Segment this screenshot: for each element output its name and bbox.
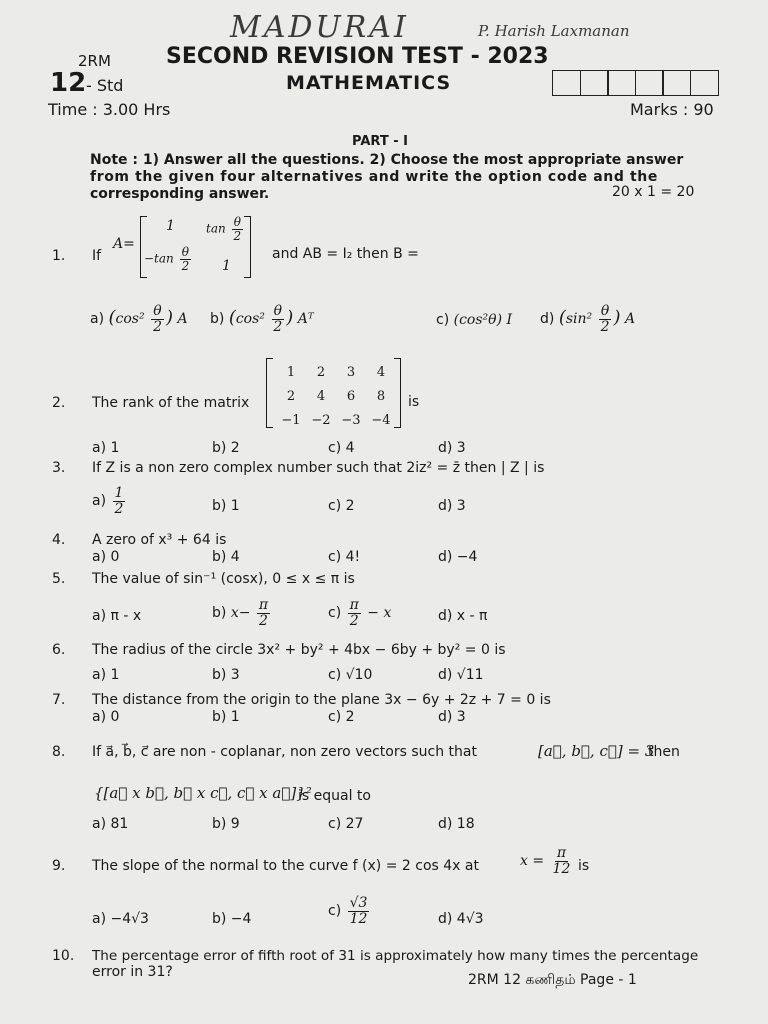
q6-number: 6. (52, 642, 66, 658)
std-number: 12 (50, 68, 87, 98)
q5-c-expr: − x (367, 605, 392, 622)
q1-option-d: d) (sin² $\frac{\theta}{2}$ ) A (540, 303, 636, 335)
q1-m21-frac (180, 246, 192, 272)
q6-text: The radius of the circle 3x² + by² + 4bx − 6by + by² = 0 is (92, 642, 506, 658)
q9-at-frac: $\frac{\pi}{12}$ (552, 845, 571, 877)
page-footer: 2RM 12 கணிதம் Page - 1 (468, 972, 637, 988)
q9-tail: is (578, 858, 590, 874)
q2-number: 2. (52, 395, 66, 411)
q5-number: 5. (52, 571, 66, 587)
q1-condition: and AB = I₂ then B = (272, 246, 419, 262)
q3-text: If Z is a non zero complex number such that 2iz² = z̄ then | Z | is (92, 460, 545, 476)
q4-option-a: a) 0 (92, 549, 120, 565)
q8-option-c: c) 27 (328, 816, 364, 832)
q9-option-b: b) −4 (212, 911, 252, 927)
q1-m22: 1 (222, 258, 231, 274)
q8-option-a: a) 81 (92, 816, 129, 832)
q2-tail: is (408, 394, 420, 410)
q8-box-product: [a⃗, b⃗, c⃗] = 3 (538, 742, 655, 760)
q4-option-b: b) 4 (212, 549, 240, 565)
q9-option-a: a) −4√3 (92, 911, 149, 927)
q2-option-a: a) 1 (92, 440, 120, 456)
register-number-boxes (552, 70, 717, 96)
note-line-1: Note : 1) Answer all the questions. 2) Choose the most appropriate answer (90, 152, 684, 168)
q2-option-c: c) 4 (328, 440, 355, 456)
q1-a-label: a) (90, 311, 105, 328)
q10-line-2: error in 31? (92, 964, 173, 980)
q8-option-d: d) 18 (438, 816, 475, 832)
q8-expression-tail: is equal to (298, 788, 371, 804)
q1-option-c (436, 312, 512, 328)
q10-line-1: The percentage error of fifth root of 31 is approximately how many times the percentage (92, 948, 699, 964)
q1-d-frac: $\frac{\theta}{2}$ (600, 303, 610, 335)
q2-option-b: b) 2 (212, 440, 240, 456)
note-marks: 20 x 1 = 20 (612, 184, 695, 200)
note-line-3: corresponding answer. (90, 186, 270, 202)
exam-title: SECOND REVISION TEST - 2023 (166, 44, 549, 69)
q1-d-A: A (625, 311, 636, 328)
subject-title: MATHEMATICS (286, 72, 452, 94)
q3-option-d: d) 3 (438, 498, 466, 514)
exam-time: Time : 3.00 Hrs (48, 100, 171, 119)
q5-option-a: a) π - x (92, 608, 142, 624)
q7-number: 7. (52, 692, 66, 708)
handwritten-school-name: MADURAI (230, 10, 409, 45)
q3-a-frac: $\frac{1}{2}$ (114, 485, 124, 517)
q1-c-expr: (cos²θ) I (453, 312, 513, 328)
q1-d-label: d) (540, 311, 555, 328)
q1-m11: 1 (166, 218, 175, 234)
q1-a-A: A (177, 311, 188, 328)
q8-expression: {[a⃗ x b⃗, b⃗ x c⃗, c⃗ x a⃗]}² (94, 784, 312, 802)
q5-b-label: b) (212, 605, 227, 622)
q9-at-x: x = (520, 853, 545, 870)
q3-option-b: b) 1 (212, 498, 240, 514)
handwritten-student-name: P. Harish Laxmanan (478, 22, 630, 40)
q9-text: The slope of the normal to the curve f (x) = 2 cos 4x at (92, 858, 479, 874)
q1-option-b: b) (cos² $\frac{\theta}{2}$ ) Aᵀ (210, 303, 314, 335)
q8-text: If a⃗, b⃗, c⃗ are non - coplanar, non zero vectors such that (92, 744, 477, 760)
q9-at-value (520, 846, 574, 876)
q1-m12-num: θ (233, 215, 241, 229)
q1-m12-den: 2 (233, 228, 242, 243)
q1-number: 1. (52, 248, 66, 264)
q1-if: If (92, 248, 102, 264)
q7-option-d: d) 3 (438, 709, 466, 725)
q8-then: then (648, 744, 680, 760)
q1-a-cos: cos² (115, 311, 145, 328)
q6-option-b: b) 3 (212, 667, 240, 683)
q6-option-c: c) √10 (328, 667, 373, 683)
std-label: - Std (86, 76, 124, 95)
q5-b-expr: x− (230, 605, 251, 622)
q5-option-b (212, 598, 272, 628)
q9-option-c (328, 896, 371, 926)
q8-number: 8. (52, 744, 66, 760)
q2-option-d: d) 3 (438, 440, 466, 456)
q1-option-a: a) (cos² $\frac{\theta}{2}$ ) A (90, 303, 188, 335)
q6-option-a: a) 1 (92, 667, 120, 683)
q5-c-frac: $\frac{\pi}{2}$ (349, 597, 359, 629)
q9-number: 9. (52, 858, 66, 874)
q5-option-c (328, 598, 391, 628)
q9-option-d: d) 4√3 (438, 911, 484, 927)
q1-c-label: c) (436, 312, 450, 328)
q6-option-d: d) √11 (438, 667, 484, 683)
q5-option-d: d) x - π (438, 608, 488, 624)
q1-m12 (206, 216, 245, 242)
note-line-2: from the given four alternatives and write the option code and the (90, 169, 658, 185)
q2-matrix-bracket-left (266, 358, 273, 428)
q1-m21-num: θ (181, 245, 190, 259)
q9-c-frac: $\frac{√3}{12}$ (349, 895, 368, 927)
q1-m12-frac (232, 216, 244, 242)
paper-code: 2RM (78, 52, 111, 70)
q1-m21-tan: −tan (144, 251, 174, 266)
q4-option-d: d) −4 (438, 549, 478, 565)
q7-text: The distance from the origin to the plane 3x − 6y + 2z + 7 = 0 is (92, 692, 551, 708)
q3-option-c: c) 2 (328, 498, 355, 514)
q9-c-label: c) (328, 903, 342, 920)
q4-text: A zero of x³ + 64 is (92, 532, 227, 548)
q2-matrix (276, 360, 396, 432)
q1-b-label: b) (210, 311, 225, 328)
q5-b-frac: $\frac{\pi}{2}$ (258, 597, 269, 629)
q5-text: The value of sin⁻¹ (cosx), 0 ≤ x ≤ π is (92, 571, 355, 587)
exam-marks: Marks : 90 (630, 100, 714, 119)
q7-option-a: a) 0 (92, 709, 120, 725)
q3-option-a (92, 486, 127, 516)
q1-b-cos: cos² (235, 311, 265, 328)
q1-m21-den: 2 (181, 258, 190, 273)
part-heading: PART - I (352, 134, 408, 149)
q8-option-b: b) 9 (212, 816, 240, 832)
q3-a-label: a) (92, 493, 107, 510)
q4-option-c: c) 4! (328, 549, 361, 565)
q5-c-label: c) (328, 605, 342, 622)
q1-a-frac: $\frac{\theta}{2}$ (153, 303, 162, 335)
q7-option-b: b) 1 (212, 709, 240, 725)
q1-d-sin: sin² (565, 311, 593, 328)
q2-text: The rank of the matrix (92, 395, 250, 411)
q4-number: 4. (52, 532, 66, 548)
q1-m21 (144, 246, 193, 272)
q1-m12-tan: tan (206, 221, 226, 236)
q7-option-c: c) 2 (328, 709, 355, 725)
q10-number: 10. (52, 948, 75, 964)
q1-b-AT: Aᵀ (297, 311, 314, 328)
q3-number: 3. (52, 460, 66, 476)
q2-matrix-table: 1 2 3 4 2 4 6 8 −1 −2 −3 −4 (281, 364, 391, 428)
q1-matrix-label: A= (113, 236, 135, 252)
q1-b-frac: $\frac{\theta}{2}$ (273, 303, 283, 335)
